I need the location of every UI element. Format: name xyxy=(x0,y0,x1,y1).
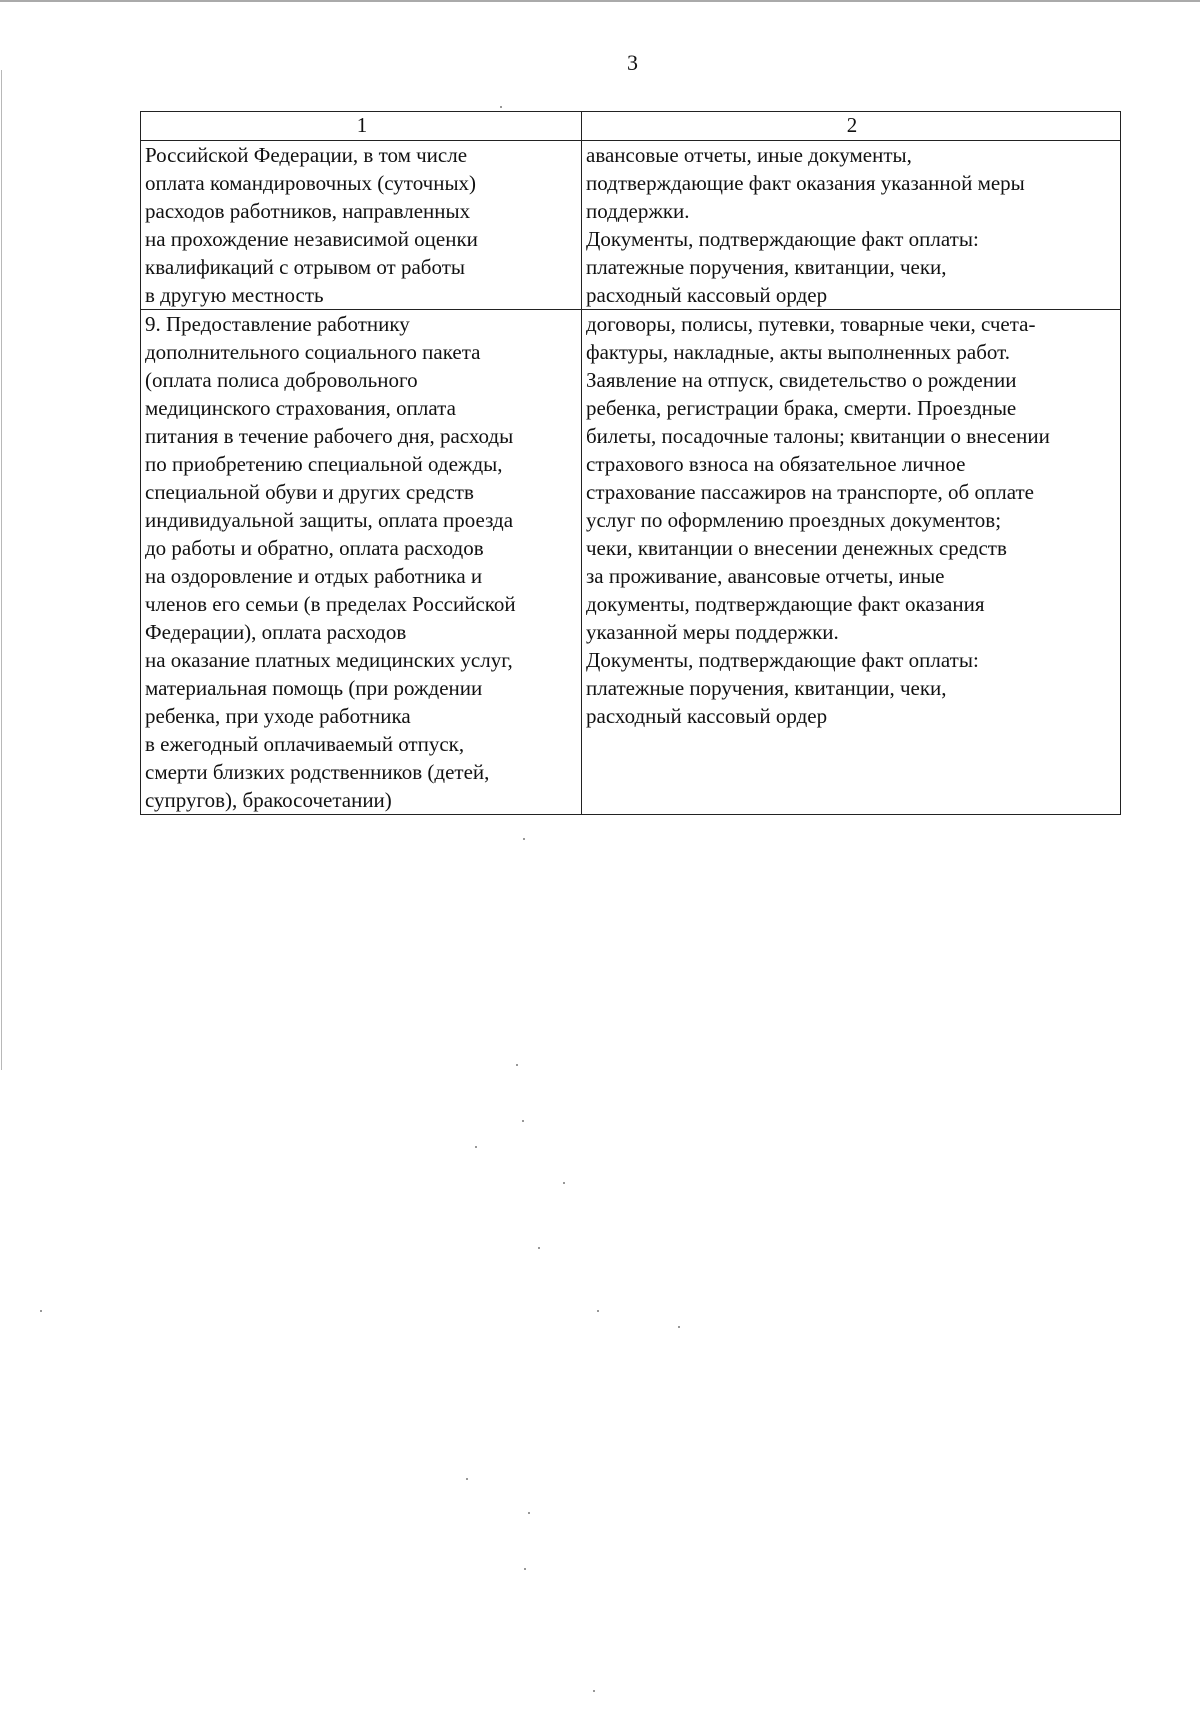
scan-speck xyxy=(528,1512,530,1514)
row-1-col-2-cell xyxy=(582,141,1121,310)
scan-speck xyxy=(516,1064,518,1066)
top-border-line xyxy=(0,0,1200,2)
scan-speck xyxy=(524,1568,526,1570)
row-1-col-1-cell xyxy=(141,141,582,310)
cell-text-line: расходный кассовый ордер xyxy=(586,283,828,307)
cell-text-line: указанной меры поддержки. xyxy=(586,620,839,644)
cell-text-line: Заявление на отпуск, свидетельство о рождении xyxy=(586,368,1017,392)
cell-text-line: индивидуальной защиты, оплата проезда xyxy=(145,508,514,532)
document-table xyxy=(140,111,1121,815)
cell-text-line: договоры, полисы, путевки, товарные чеки, счета- xyxy=(586,312,1036,336)
scan-speck xyxy=(678,1326,680,1328)
cell-text-line: ребенка, при уходе работника xyxy=(145,704,411,728)
cell-text-line: питания в течение рабочего дня, расходы xyxy=(145,424,514,448)
cell-text-line: Федерации), оплата расходов xyxy=(145,620,407,644)
scan-speck xyxy=(466,1478,468,1480)
row-2-col-2-cell xyxy=(582,310,1121,815)
table-row xyxy=(141,310,1121,815)
cell-text-line: 9. Предоставление работнику xyxy=(145,312,410,336)
table-header-row xyxy=(141,112,1121,141)
scan-speck xyxy=(500,106,502,108)
scan-speck xyxy=(593,1690,595,1692)
cell-text-line: документы, подтверждающие факт оказания xyxy=(586,592,985,616)
cell-text-line: платежные поручения, квитанции, чеки, xyxy=(586,676,947,700)
cell-text-line: Российской Федерации, в том числе xyxy=(145,143,468,167)
cell-text-line: платежные поручения, квитанции, чеки, xyxy=(586,255,947,279)
scan-speck xyxy=(538,1247,540,1249)
cell-text-line: Документы, подтверждающие факт оплаты: xyxy=(586,227,979,251)
column-header-1: 1 xyxy=(141,112,582,141)
scan-speck xyxy=(563,1182,565,1184)
page-number: 3 xyxy=(627,50,638,75)
cell-text-line: билеты, посадочные талоны; квитанции о внесении xyxy=(586,424,1050,448)
left-border-line xyxy=(1,70,2,1070)
cell-text-line: в другую местность xyxy=(145,283,324,307)
column-header-2: 2 xyxy=(582,112,1121,141)
cell-text-line: в ежегодный оплачиваемый отпуск, xyxy=(145,732,465,756)
cell-text-line: авансовые отчеты, иные документы, xyxy=(586,143,912,167)
cell-text-line: за проживание, авансовые отчеты, иные xyxy=(586,564,945,588)
cell-text-line: страхового взноса на обязательное личное xyxy=(586,452,966,476)
row-2-col-1-cell xyxy=(141,310,582,815)
cell-text-line: смерти близких родственников (детей, xyxy=(145,760,490,784)
cell-text-line: услуг по оформлению проездных документов; xyxy=(586,508,1002,532)
cell-text-line: оплата командировочных (суточных) xyxy=(145,171,477,195)
cell-text-line: членов его семьи (в пределах Российской xyxy=(145,592,516,616)
cell-text-line: фактуры, накладные, акты выполненных работ. xyxy=(586,340,1010,364)
cell-text-line: Документы, подтверждающие факт оплаты: xyxy=(586,648,979,672)
cell-text-line: медицинского страхования, оплата xyxy=(145,396,456,420)
cell-text-line: ребенка, регистрации брака, смерти. Проездные xyxy=(586,396,1017,420)
cell-text-line: расходов работников, направленных xyxy=(145,199,471,223)
cell-text-line: квалификаций с отрывом от работы xyxy=(145,255,465,279)
cell-text-line: супругов), бракосочетании) xyxy=(145,788,392,812)
cell-text-line: до работы и обратно, оплата расходов xyxy=(145,536,484,560)
scan-speck xyxy=(597,1310,599,1312)
cell-text-line: на оказание платных медицинских услуг, xyxy=(145,648,513,672)
cell-text-line: по приобретению специальной одежды, xyxy=(145,452,503,476)
cell-text-line: (оплата полиса добровольного xyxy=(145,368,418,392)
cell-text-line: чеки, квитанции о внесении денежных средств xyxy=(586,536,1007,560)
cell-text-line: страхование пассажиров на транспорте, об оплате xyxy=(586,480,1034,504)
scan-speck xyxy=(523,838,525,840)
table-row xyxy=(141,141,1121,310)
cell-text-line: на оздоровление и отдых работника и xyxy=(145,564,483,588)
cell-text-line: материальная помощь (при рождении xyxy=(145,676,483,700)
cell-text-line: на прохождение независимой оценки xyxy=(145,227,478,251)
cell-text-line: дополнительного социального пакета xyxy=(145,340,481,364)
cell-text-line: поддержки. xyxy=(586,199,690,223)
table-body xyxy=(141,141,1121,815)
cell-text-line: специальной обуви и других средств xyxy=(145,480,474,504)
cell-text-line: подтверждающие факт оказания указанной меры xyxy=(586,171,1025,195)
scan-speck xyxy=(40,1310,42,1312)
cell-text-line: расходный кассовый ордер xyxy=(586,704,828,728)
scan-speck xyxy=(475,1146,477,1148)
scan-speck xyxy=(522,1120,524,1122)
